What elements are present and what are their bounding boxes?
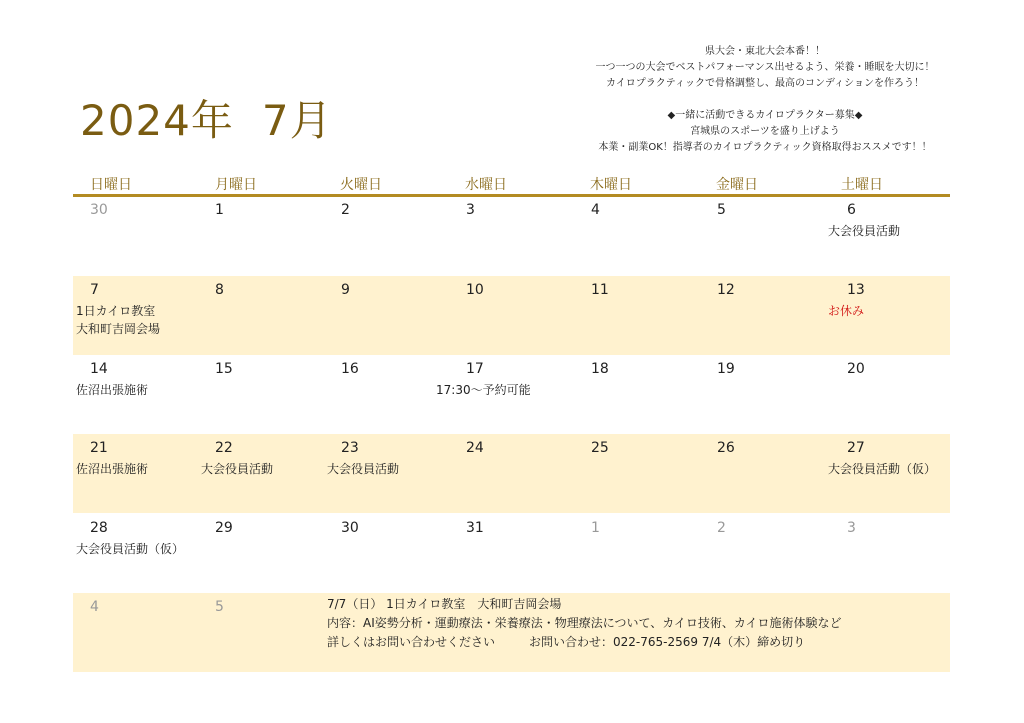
calendar-week-6 [73, 593, 950, 672]
day-number: 25 [591, 440, 609, 456]
weekday-thu: 木曜日 [590, 177, 632, 193]
day-number: 2 [717, 520, 726, 536]
day-number: 19 [717, 361, 735, 377]
day-number: 1 [591, 520, 600, 536]
day-note-line: 大会役員活動 [201, 462, 274, 476]
notice-line: 県大会・東北大会本番！！ [705, 46, 825, 57]
day-number: 8 [215, 282, 224, 298]
day-number: 2 [341, 202, 350, 218]
day-number: 1 [215, 202, 224, 218]
day-number: 9 [341, 282, 350, 298]
notice-line: 本業・副業OK！指導者のカイロプラクティック資格取得おススメです！！ [598, 142, 932, 153]
day-number: 16 [341, 361, 359, 377]
info-line-3 [327, 633, 842, 652]
day-note-line: 大会役員活動 [828, 224, 901, 238]
day-note [76, 381, 148, 399]
calendar-week-2 [73, 276, 950, 355]
day-number: 3 [466, 202, 475, 218]
day-number: 11 [591, 282, 609, 298]
day-number: 4 [591, 202, 600, 218]
day-number: 21 [90, 440, 108, 456]
day-number: 22 [215, 440, 233, 456]
day-note [828, 222, 900, 240]
day-number: 14 [90, 361, 108, 377]
day-note [828, 460, 936, 478]
day-note-line: 大和町吉岡会場 [76, 322, 161, 336]
calendar-week-3 [73, 355, 950, 434]
day-note [76, 540, 184, 558]
notice-line: カイロプラクティックで骨格調整し、最高のコンディションを作ろう！ [606, 78, 924, 89]
day-number: 28 [90, 520, 108, 536]
day-note [76, 460, 148, 478]
day-number: 26 [717, 440, 735, 456]
info-line-2: 内容：AI姿勢分析・運動療法・栄養療法・物理療法について、カイロ技術、カイロ施術体験など [327, 616, 842, 630]
day-note-line: 1日カイロ教室 [76, 304, 156, 318]
day-number: 6 [847, 202, 856, 218]
day-note-line: 17:30～予約可能 [436, 383, 531, 397]
contact-info: お問い合わせ：022-765-2569 7/4（木）締め切り [529, 635, 806, 649]
title-year: 2024年 [80, 96, 234, 145]
day-number: 20 [847, 361, 865, 377]
day-note-line: 佐沼出張施術 [76, 383, 149, 397]
day-number: 30 [341, 520, 359, 536]
calendar-week-5 [73, 514, 950, 593]
info-line-1: 7/7（日） 1日カイロ教室 大和町吉岡会場 [327, 597, 562, 611]
notice-line: 宮城県のスポーツを盛り上げよう [690, 126, 840, 137]
weekday-tue: 火曜日 [340, 177, 382, 193]
notice-line: 一つ一つの大会でベストパフォーマンス出せるよう、栄養・睡眠を大切に！ [595, 62, 935, 73]
calendar-week-1 [73, 196, 950, 275]
day-note-line: 大会役員活動（仮） [828, 462, 937, 476]
day-number: 27 [847, 440, 865, 456]
day-number: 18 [591, 361, 609, 377]
calendar-week-4 [73, 434, 950, 513]
calendar-title [80, 88, 333, 148]
day-number: 10 [466, 282, 484, 298]
weekday-sun: 日曜日 [90, 177, 132, 193]
day-number: 24 [466, 440, 484, 456]
day-note [76, 302, 160, 338]
day-number: 12 [717, 282, 735, 298]
day-note [327, 460, 399, 478]
day-note [828, 302, 864, 320]
day-number: 4 [90, 599, 99, 615]
notice-line: ◆一緒に活動できるカイロプラクター募集◆ [667, 110, 863, 121]
day-number: 23 [341, 440, 359, 456]
day-number: 13 [847, 282, 865, 298]
day-number: 30 [90, 202, 108, 218]
day-note-line: 佐沼出張施術 [76, 462, 149, 476]
day-note-line: お休み [828, 304, 865, 318]
day-number: 31 [466, 520, 484, 536]
day-note-line: 大会役員活動（仮） [76, 542, 185, 556]
day-number: 5 [215, 599, 224, 615]
weekday-fri: 金曜日 [716, 177, 758, 193]
day-number: 15 [215, 361, 233, 377]
day-note-line: 大会役員活動 [327, 462, 400, 476]
day-number: 5 [717, 202, 726, 218]
weekday-wed: 水曜日 [465, 177, 507, 193]
title-month: 7月 [261, 96, 333, 145]
weekday-header [73, 174, 950, 195]
info-line-3a: 詳しくはお問い合わせください [327, 635, 496, 649]
event-info [327, 595, 842, 652]
notice-block [590, 44, 940, 156]
day-number: 3 [847, 520, 856, 536]
weekday-mon: 月曜日 [215, 177, 257, 193]
day-number: 7 [90, 282, 99, 298]
day-note [436, 381, 531, 399]
day-note [201, 460, 273, 478]
day-number: 17 [466, 361, 484, 377]
weekday-sat: 土曜日 [841, 177, 883, 193]
day-number: 29 [215, 520, 233, 536]
notice-line [590, 92, 940, 108]
